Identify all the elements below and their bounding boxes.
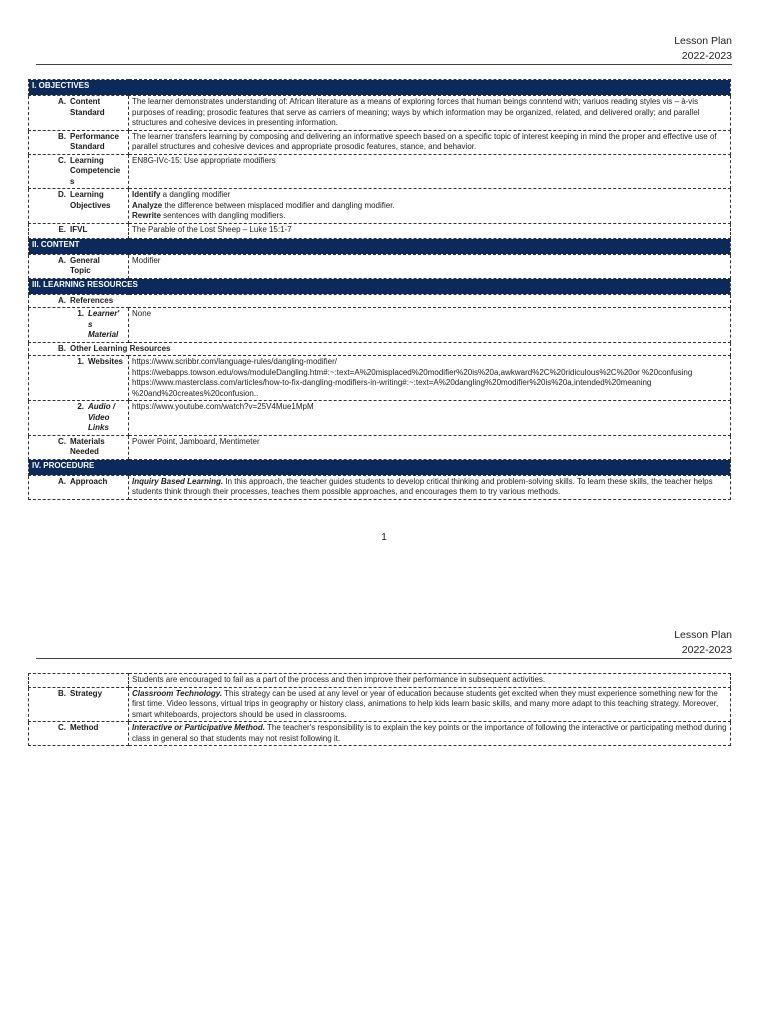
row-method: C. Method Interactive or Participative Method. The teacher's responsibility is to explain the key points or the importance of following the interactive or participating method during class in general so that students may not resist following it. — [29, 722, 731, 746]
row-general-topic: A. General Topic Modifier — [29, 254, 731, 278]
lesson-plan-table — [28, 79, 731, 500]
label-content-standard: Content Standard — [70, 97, 105, 117]
header-rule — [36, 64, 732, 65]
label-ifvl: IFVL — [70, 224, 88, 234]
competencies-text: EN8G-IVc-15: Use appropriate modifiers — [129, 154, 731, 189]
section-resources: III. LEARNING RESOURCES — [29, 278, 731, 294]
section-content: II. CONTENT — [29, 238, 731, 254]
header-year: 2022-2023 — [681, 50, 732, 62]
row-ifvl: E. IFVL The Parable of the Lost Sheep – Luke 15:1-7 — [29, 223, 731, 238]
row-performance-standard: B. Performance Standard The learner transfers learning by composing and delivering an informative speech based on a specific topic of interest keeping in mind the proper and effective use of parallel structures and cohesive devices and appropriate prosodic features, stance, and behavior. — [29, 130, 731, 154]
materials-text: Power Point, Jamboard, Mentimeter — [129, 435, 731, 459]
approach-continued-text: Students are encouraged to fail as a part of the process and then improve their performance in subsequent activities. — [129, 674, 731, 688]
general-topic-text: Modifier — [129, 254, 731, 278]
row-learning-objectives: D. Learning Objectives Identify a dangling modifier Analyze the difference between misplaced modifier and dangling modifier. Rewrite sentences with dangling modifiers. — [29, 189, 731, 224]
row-materials: C. Materials Needed Power Point, Jamboard, Mentimeter — [29, 435, 731, 459]
section-procedure: IV. PROCEDURE — [29, 459, 731, 475]
row-approach-continued — [29, 674, 731, 688]
objective-item: Identify a dangling modifier — [132, 190, 231, 199]
header-year: 2022-2023 — [681, 644, 732, 656]
label-materials: Materials Needed — [70, 436, 105, 456]
strategy-text: Classroom Technology. This strategy can be used at any level or year of education because students get excited when they must experience something new for the first time. Video lessons, virtual trips in geography or history class, animations to help kids learn basic skills, and many more adapt to this teaching strategy. Moreover, smart whiteboards, projectors should be used in classrooms. — [129, 687, 731, 722]
page-number: 1 — [381, 532, 387, 543]
method-text: Interactive or Participative Method. The teacher's responsibility is to explain the key points or the importance of following the interactive or participating method during class in general so that students may not resist following it. — [129, 722, 731, 746]
label-other-resources: Other Learning Resources — [70, 343, 171, 353]
performance-standard-text: The learner transfers learning by composing and delivering an informative speech based on a specific topic of interest keeping in mind the proper and effective use of parallel structures and cohesive devices and appropriate prosodic features, stance, and behavior. — [129, 130, 731, 154]
learning-objectives-list — [129, 189, 731, 224]
row-websites: 1. Websites https://www.scribbr.com/language-rules/dangling-modifier/ https://webapps.towson.edu/ows/moduleDangling.htm#:~:text=A%20misplaced%20modifier%20is%20a,awkward%2C%20ridiculous%2C%20or %20confusing https://www.masterclass.com/articles/how-to-fix-dangling-modifiers-in-writing#:~:text=A%20dangling%20modifier%20is%20a,intended%20meaning %20and%20creates%20confusion.. — [29, 356, 731, 401]
websites-list — [129, 356, 731, 401]
objective-item: Rewrite sentences with dangling modifiers. — [132, 211, 286, 220]
page-header — [674, 628, 732, 658]
audio-video-link[interactable]: https://www.youtube.com/watch?v=25V4Mue1MpM — [129, 401, 731, 436]
header-title: Lesson Plan — [674, 629, 732, 641]
label-learners-material: Learner' s Material — [88, 309, 120, 339]
page-2 — [0, 600, 768, 1024]
label-learning-objectives: Learning Objectives — [70, 190, 111, 210]
header-title: Lesson Plan — [674, 35, 732, 47]
label-general-topic: General Topic — [70, 255, 100, 275]
label-references: References — [70, 295, 114, 305]
website-link[interactable]: https://www.masterclass.com/articles/how-to-fix-dangling-modifiers-in-writing#:~:text=A%20dangling%20modifier%20is%20a,intended%20meaning %20and%20creates%20confusion.. — [132, 378, 652, 398]
objective-item: Analyze the difference between misplaced modifier and dangling modifier. — [132, 200, 395, 210]
website-link[interactable]: https://www.scribbr.com/language-rules/dangling-modifier/ — [132, 357, 337, 366]
row-competencies: C. Learning Competencie s EN8G-IVc-15: Use appropriate modifiers — [29, 154, 731, 189]
website-link[interactable]: https://webapps.towson.edu/ows/moduleDangling.htm#:~:text=A%20misplaced%20modifier%20is%20a,awkward%2C%20ridiculous%2C%20or %20confusing — [132, 367, 693, 377]
section-objectives: I. OBJECTIVES — [29, 80, 731, 96]
row-references: A. References — [29, 294, 731, 308]
approach-text: Inquiry Based Learning. In this approach, the teacher guides students to develop critical thinking and problem-solving skills. To learn these skills, the teacher helps students think through their processes, teaches them possible approaches, and encourages them to try various methods. — [129, 475, 731, 499]
lesson-plan-table-continued — [28, 673, 731, 746]
row-content-standard: A. Content Standard The learner demonstrates understanding of: African literature as a means of exploring forces that human beings conntend with; variuos reading styles vis – à-vis purposes of reading; prosodic features that serve as carriers of meaning; ways by which information may be organized, related, and delivered orally; and parallel structures and cohesive devices in presenting information. — [29, 96, 731, 131]
row-audio-video: 2. Audio / Video Links https://www.youtube.com/watch?v=25V4Mue1MpM — [29, 401, 731, 436]
row-strategy: B. Strategy Classroom Technology. This strategy can be used at any level or year of education because students get excited when they must experience something new for the first time. Video lessons, virtual trips in geography or history class, animations to help kids learn basic skills, and many more adapt to this teaching strategy. Moreover, smart whiteboards, projectors should be used in classrooms. — [29, 687, 731, 722]
row-approach: A. Approach Inquiry Based Learning. In this approach, the teacher guides students to develop critical thinking and problem-solving skills. To learn these skills, the teacher helps students think through their processes, teaches them possible approaches, and encourages them to try various methods. — [29, 475, 731, 499]
label-method: Method — [70, 723, 99, 732]
row-learners-material: 1. Learner' s Material None — [29, 308, 731, 343]
ifvl-text: The Parable of the Lost Sheep – Luke 15:1-7 — [129, 223, 731, 238]
label-audio-video: Audio / Video Links — [88, 402, 116, 432]
label-competencies: Learning Competencie s — [70, 155, 121, 186]
label-performance-standard: Performance Standard — [70, 131, 119, 151]
page-header — [674, 34, 732, 64]
row-other-resources: B. Other Learning Resources — [29, 342, 731, 356]
header-rule — [36, 658, 732, 659]
content-standard-text: The learner demonstrates understanding of: African literature as a means of exploring forces that human beings conntend with; variuos reading styles vis – à-vis purposes of reading; prosodic features that serve as carriers of meaning; ways by which information may be organized, related, and delivered orally; and parallel structures and cohesive devices in presenting information. — [129, 96, 731, 131]
label-approach: Approach — [70, 476, 108, 486]
learners-material-text: None — [129, 308, 731, 343]
label-strategy: Strategy — [70, 688, 103, 698]
label-websites: Websites — [88, 357, 123, 366]
